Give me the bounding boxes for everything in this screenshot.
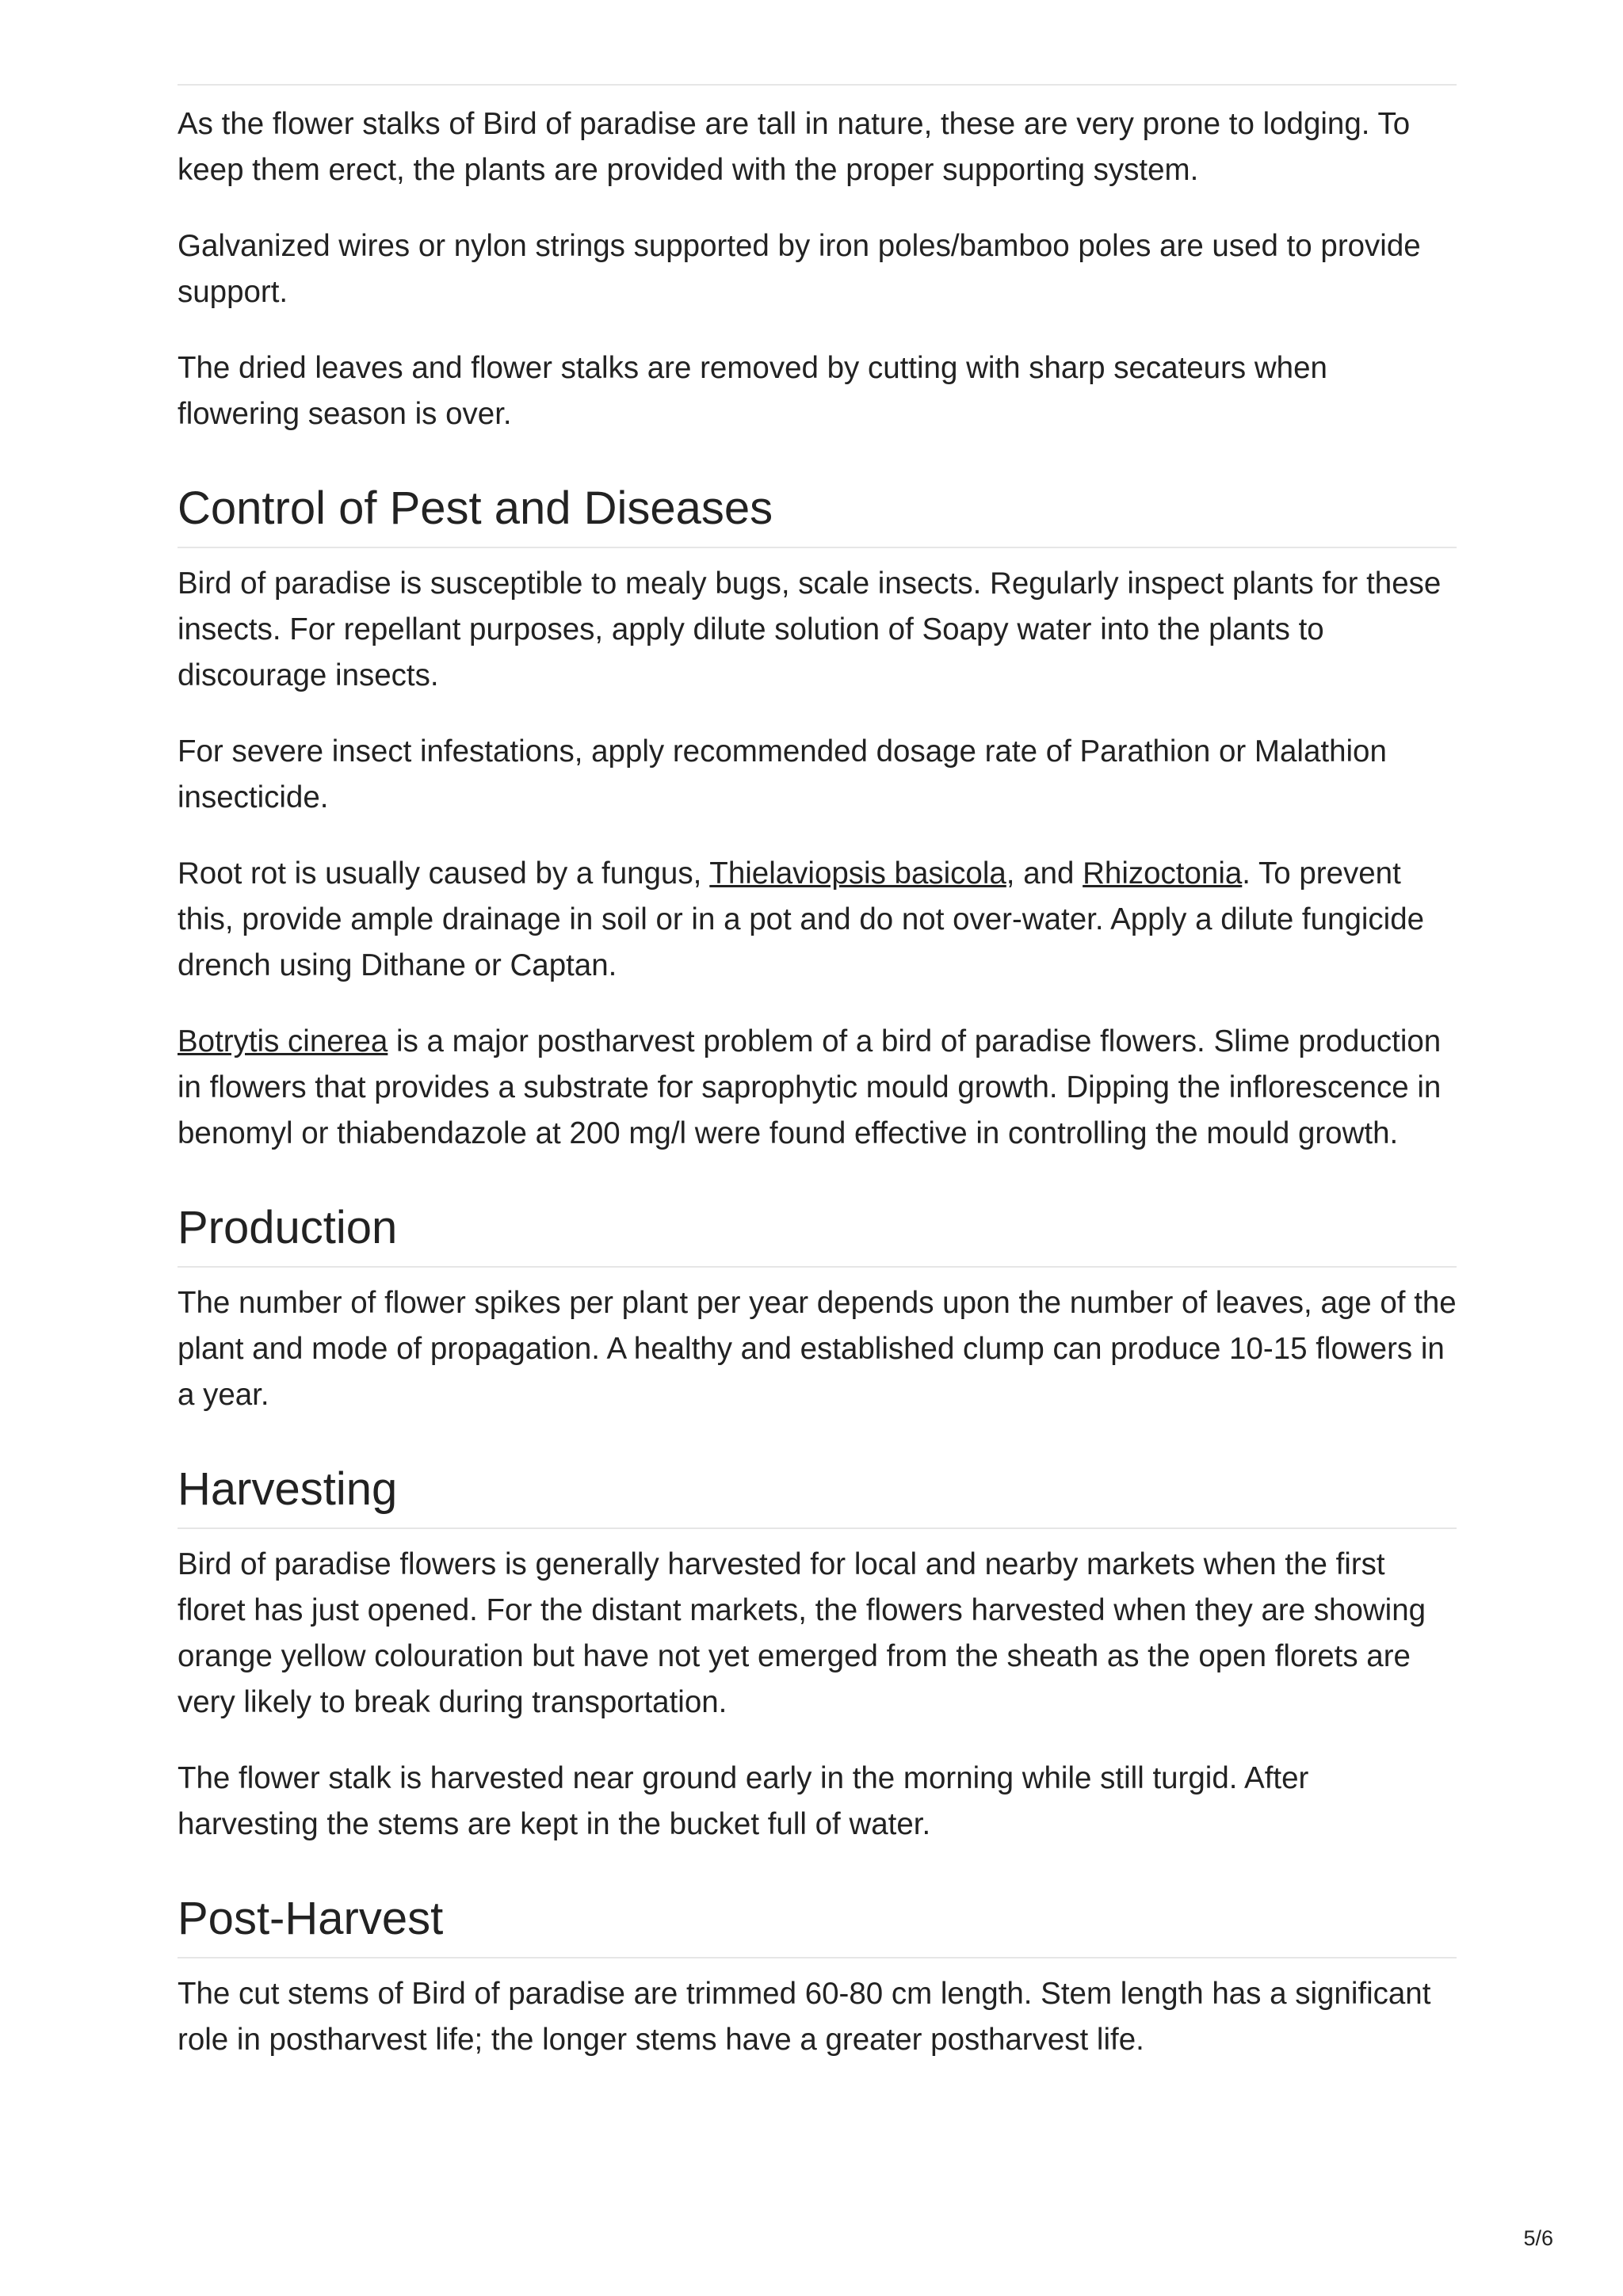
- link-rhizoctonia[interactable]: Rhizoctonia: [1083, 856, 1243, 891]
- pest-paragraph-2: For severe insect infestations, apply recommended dosage rate of Parathion or Malathion insecticide.: [178, 734, 1387, 814]
- post-harvest-paragraph-1: The cut stems of Bird of paradise are trimmed 60-80 cm length. Stem length has a significant role in postharvest life; the longer stems have a greater postharvest life.: [178, 1977, 1431, 2057]
- heading-pest-diseases: Control of Pest and Diseases: [178, 480, 1457, 548]
- pest-p4-text: is a major postharvest problem of a bird of paradise flowers. Slime production in flowers that provides a substrate for saprophytic mould growth. Dipping the inflorescence in benomyl or thiabendazole at 200 mg/l were found effective in controlling the mould growth.: [178, 1024, 1442, 1150]
- production-paragraph-1: The number of flower spikes per plant per year depends upon the number of leaves, age of the plant and mode of propagation. A healthy and established clump can produce 10-15 flowers in a year.: [178, 1286, 1457, 1412]
- article-body: [178, 84, 1457, 2093]
- pest-p3-text-2: , and: [1006, 856, 1083, 891]
- link-botrytis-cinerea[interactable]: Botrytis cinerea: [178, 1024, 388, 1058]
- top-divider: [178, 84, 1457, 86]
- harvesting-paragraph-1: Bird of paradise flowers is generally harvested for local and nearby markets when the first floret has just opened. For the distant markets, the flowers harvested when they are showing orange yellow colouration but have not yet emerged from the sheath as the open florets are very likely to break during transportation.: [178, 1547, 1426, 1719]
- intro-paragraph-1: As the flower stalks of Bird of paradise are tall in nature, these are very prone to lodging. To keep them erect, the plants are provided with the proper supporting system.: [178, 107, 1411, 187]
- pest-p3-text-3: . To prevent this, provide ample drainage in soil or in a pot and do not over-water. Apply a dilute fungicide drench using Dithane or Captan.: [178, 856, 1425, 982]
- page-number: 5/6: [1523, 2226, 1553, 2250]
- intro-paragraph-2: Galvanized wires or nylon strings supported by iron poles/bamboo poles are used to provide support.: [178, 229, 1421, 309]
- link-thielaviopsis-basicola[interactable]: Thielaviopsis basicola: [709, 856, 1006, 891]
- harvesting-paragraph-2: The flower stalk is harvested near ground early in the morning while still turgid. After harvesting the stems are kept in the bucket full of water.: [178, 1761, 1309, 1841]
- pest-paragraph-4: [178, 1019, 1457, 1157]
- heading-post-harvest: Post-Harvest: [178, 1890, 1457, 1958]
- intro-paragraph-3: The dried leaves and flower stalks are removed by cutting with sharp secateurs when flowering season is over.: [178, 351, 1327, 431]
- pest-p3-text-1: Root rot is usually caused by a fungus,: [178, 856, 710, 891]
- pest-paragraph-3: [178, 851, 1457, 989]
- heading-production: Production: [178, 1199, 1457, 1268]
- heading-harvesting: Harvesting: [178, 1461, 1457, 1529]
- pest-paragraph-1: Bird of paradise is susceptible to mealy bugs, scale insects. Regularly inspect plants for these insects. For repellant purposes, apply dilute solution of Soapy water into the plants to discourage insects.: [178, 566, 1442, 692]
